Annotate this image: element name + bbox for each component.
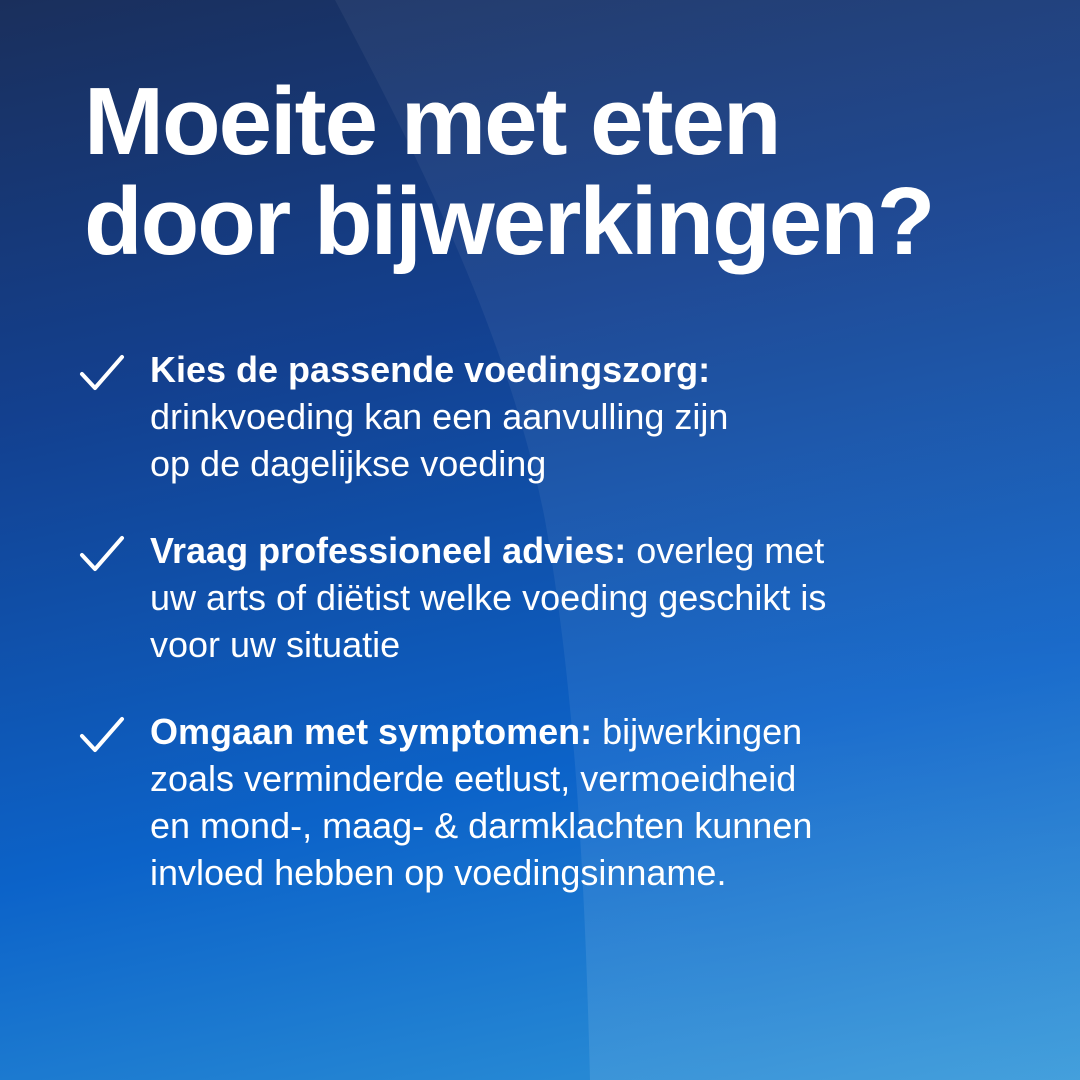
tip-passende-voedingszorg [78,346,1008,487]
tip-line-3: op de dagelijkse voeding [150,443,547,484]
check-icon [78,354,126,394]
tip-text [150,708,1008,896]
check-icon [78,535,126,575]
tip-line-4: invloed hebben op voedingsinname. [150,852,727,893]
tip-professioneel-advies [78,527,1008,668]
headline [84,68,1044,275]
tip-line-1 [150,708,1008,755]
tip-line-2: drinkvoeding kan een aanvulling zijn [150,396,729,437]
tip-line-1-rest: bijwerkingen [592,711,803,752]
tips-list [78,346,1008,936]
headline-line-1: Moeite met eten [84,68,780,175]
tip-heading: Kies de passende voedingszorg: [150,349,711,390]
tip-line-3: voor uw situatie [150,624,401,665]
check-icon [78,716,126,756]
headline-line-2: door bijwerkingen? [84,168,934,275]
tip-omgaan-met-symptomen [78,708,1008,896]
tip-line-2: uw arts of diëtist welke voeding geschikt is [150,577,827,618]
tip-line-3: en mond-, maag- & darmklachten kunnen [150,805,813,846]
tip-line-2: zoals verminderde eetlust, vermoeidheid [150,758,797,799]
tip-heading: Vraag professioneel advies: [150,530,627,571]
tip-line-1 [150,346,1008,393]
tip-heading: Omgaan met symptomen: [150,711,593,752]
tip-text [150,346,1008,487]
tip-text [150,527,1008,668]
tip-line-1-rest: overleg met [626,530,825,571]
tip-line-1 [150,527,1008,574]
